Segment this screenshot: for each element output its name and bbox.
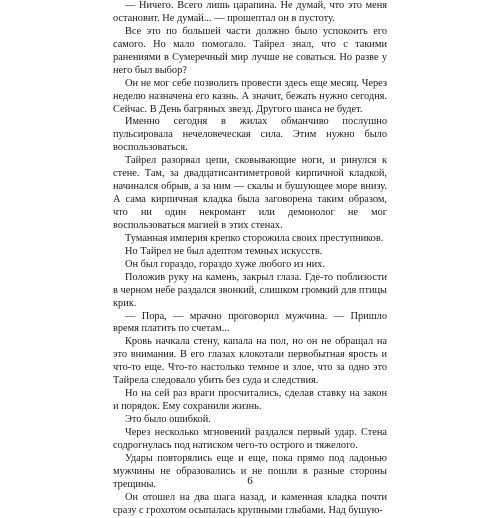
- body-text: [113, 0, 387, 518]
- paragraph: Туманная империя крепко сторожила своих преступников.: [125, 232, 384, 244]
- paragraph: Он не мог себе позволить провести здесь еще месяц. Через неделю назначена его казнь. А значит, бежать нужно сегодня. Сейчас. В День багряных звезд. Другого шанса не будет.: [113, 77, 387, 115]
- paragraph: Через несколько мгновений раздался первый удар. Стена содрогнулась под натиском чего-то острого и тяжелого.: [113, 426, 387, 451]
- paragraph: Тайрел разорвал цепи, сковывающие ноги, и ринулся к стене. Там, за двадцатисантиметровой кирпичной кладкой, начинался обрыв, а за ним — скалы и бушующее море внизу. А сама кирпичная кладка была заговорена таким образом, что ни один некромант или демонолог не мог воспользоваться магией в этих стенах.: [113, 155, 387, 231]
- paragraph: Положив руку на камень, закрыл глаза. Где-то поблизости в черном небе раздался звонкий, слишком громкий для птицы крик.: [113, 271, 387, 309]
- page-number: 6: [247, 475, 253, 487]
- paragraph: Удары повторялись еще и еще, пока прямо под ладонью мужчины не образовались и не пошли в разные стороны трещины.: [113, 452, 387, 490]
- paragraph: Кровь начкала стену, капала на пол, но он не обращал на это внимания. В его глазах клокотали первобытная ярость и что-то еще. Что-то настолько темное и злое, что за одно это Тайрела следовало убить без суда и следствия.: [113, 336, 387, 387]
- paragraph: Именно сегодня в жилах обманчиво послушно пульсировала нечеловеческая сила. Этим нужно было воспользоваться.: [113, 116, 387, 154]
- paragraph: Все это по большей части должно было успокоить его самого. Но мало помогало. Тайрел знал, что с такими ранениями в Сумеречный мир лучше не соваться. Но разве у него был выбор?: [113, 25, 387, 76]
- paragraph: Он отошел на два шага назад, и каменная кладка почти сразу с грохотом осыпалась крупными глыбами. Над бушую-: [113, 491, 387, 516]
- paragraph: Он был гораздо, гораздо хуже любого из них.: [125, 258, 325, 270]
- paragraph: — Пора, — мрачно проговорил мужчина. — Пришло время платить по счетам...: [113, 310, 387, 335]
- paragraph: Но Тайрел не был адептом темных искусств.: [125, 245, 323, 257]
- paragraph: Но на сей раз враги просчитались, сделав ставку на закон и порядок. Ему сохранили жизнь.: [113, 388, 387, 413]
- paragraph: Это было ошибкой.: [125, 414, 211, 425]
- paragraph: — Ничего. Всего лишь царапина. Не думай, что это меня остановит. Не думай... — прошептал он в пустоту.: [113, 0, 387, 24]
